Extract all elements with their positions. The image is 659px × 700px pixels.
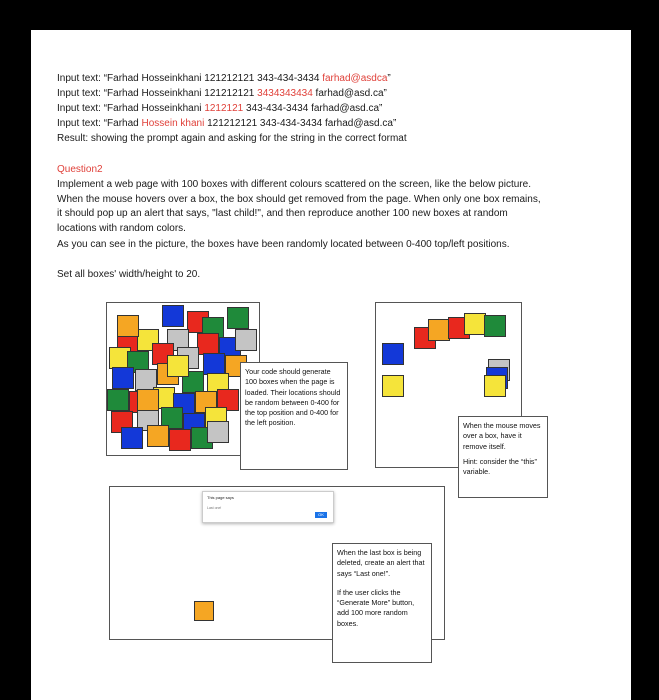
alert-dialog-title: This page says [207, 495, 234, 500]
color-box[interactable] [428, 319, 450, 341]
note-hover-text: When the mouse moves over a box, have it remove itself. [463, 421, 541, 451]
color-box[interactable] [207, 421, 229, 443]
color-box[interactable] [112, 367, 134, 389]
note-hover-remove [458, 416, 548, 498]
color-box[interactable] [227, 307, 249, 329]
input-line-2: Input text: “Farhad Hosseinkhani 121212121 3434343434 farhad@asd.ca” [57, 88, 387, 99]
color-box[interactable] [464, 313, 486, 335]
boxes-panel-initial [106, 302, 260, 456]
note-last-box [332, 543, 432, 663]
input-line-4: Input text: “Farhad Hossein khani 121212121 343-434-3434 farhad@asd.ca” [57, 118, 397, 129]
alert-dialog-message: Last one! [207, 506, 222, 510]
color-box[interactable] [167, 355, 189, 377]
input-line-3: Input text: “Farhad Hosseinkhani 1212121 343-434-3434 farhad@asd.ca” [57, 103, 383, 114]
color-box[interactable] [382, 375, 404, 397]
note-hint-text: Hint: consider the “this” variable. [463, 456, 537, 477]
color-box[interactable] [197, 333, 219, 355]
color-box[interactable] [382, 343, 404, 365]
color-box[interactable] [235, 329, 257, 351]
color-box[interactable] [484, 375, 506, 397]
input-line-1: Input text: “Farhad Hosseinkhani 121212121 343-434-3434 farhad@asdca” [57, 73, 391, 84]
alert-ok-button[interactable]: OK [315, 512, 327, 518]
color-box[interactable] [137, 389, 159, 411]
last-box[interactable] [194, 601, 214, 621]
color-box[interactable] [147, 425, 169, 447]
color-box[interactable] [169, 429, 191, 451]
color-box[interactable] [484, 315, 506, 337]
result-line: Result: showing the prompt again and asking for the string in the correct format [57, 133, 407, 144]
note-generate-more-text: If the user clicks the “Generate More” button, add 100 more random boxes. [337, 587, 415, 628]
note-generate-boxes: Your code should generate 100 boxes when the page is loaded. Their locations should be random between 0-400 for the top position and 0-400 for the left position. [240, 362, 348, 470]
color-box[interactable] [121, 427, 143, 449]
color-box[interactable] [117, 315, 139, 337]
question-paragraph-3: Set all boxes' width/height to 20. [57, 269, 201, 280]
color-box[interactable] [107, 389, 129, 411]
question-paragraph-2: As you can see in the picture, the boxes have been randomly located between 0-400 top/left positions. [57, 239, 510, 250]
question-title: Question2 [57, 164, 103, 175]
note-last-box-text: When the last box is being deleted, create an alert that says “Last one!”. [337, 548, 425, 578]
alert-dialog [202, 491, 334, 523]
question-paragraph-1: Implement a web page with 100 boxes with different colours scattered on the screen, like the below picture. When the mouse hovers over a box, the box should get removed from the page. When only one box remains, it should pop up an alert that says, "last child!", and then reproduce another 100 new boxes at random locations with random colors. [57, 179, 541, 234]
color-box[interactable] [203, 353, 225, 375]
color-box[interactable] [162, 305, 184, 327]
